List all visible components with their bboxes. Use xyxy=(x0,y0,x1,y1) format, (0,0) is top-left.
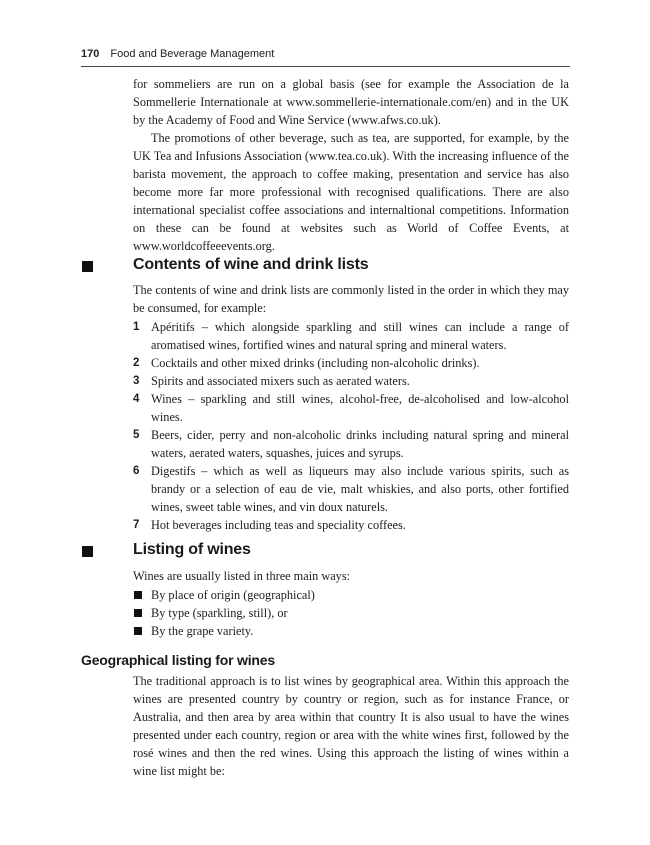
list-item xyxy=(133,426,569,462)
bullet-text: By the grape variety. xyxy=(151,624,254,638)
subsection-paragraph: The traditional approach is to list wines by geographical area. Within this approach the wines are presented country by country or region, such as for instance France, or Australia, and then area by area within that country It is also usual to have the wines presented under each country, region or area with the white wines first, followed by the rosé wines and then the red wines. Using this approach the listing of wines within a wine list might be: xyxy=(133,674,569,778)
bullet-text: By place of origin (geographical) xyxy=(151,588,315,602)
list-item xyxy=(133,354,569,372)
list-item-text: Apéritifs – which alongside sparkling and still wines can include a range of aromatised wines, fortified wines and natural spring and mineral waters. xyxy=(151,320,569,352)
list-number: 2 xyxy=(133,357,140,369)
list-item xyxy=(133,390,569,426)
section-marker xyxy=(82,546,93,557)
list-item xyxy=(133,516,569,534)
intro-paragraph-1: for sommeliers are run on a global basis (see for example the Association de la Sommellerie Internationale at www.sommellerie-internationale.com/en) and in the UK by the Academy of Food and Wine Service (www.afws.co.uk). xyxy=(133,77,569,127)
list-number: 3 xyxy=(133,375,140,387)
list-number: 7 xyxy=(133,519,140,531)
section-intro-contents: The contents of wine and drink lists are commonly listed in the order in which they may be consumed, for example: xyxy=(133,283,569,315)
running-title: Food and Beverage Management xyxy=(110,48,275,60)
list-number: 1 xyxy=(133,321,140,333)
running-header xyxy=(81,48,274,60)
bullet-text: By type (sparkling, still), or xyxy=(151,606,288,620)
header-rule xyxy=(81,66,570,67)
bullet-square xyxy=(134,609,142,617)
bullet-item xyxy=(133,604,569,622)
section-heading-contents: Contents of wine and drink lists xyxy=(133,256,369,273)
list-item-text: Hot beverages including teas and speciality coffees. xyxy=(151,518,406,532)
intro-paragraph-2: The promotions of other beverage, such as tea, are supported, for example, by the UK Tea and Infusions Association (www.tea.co.uk). With the increasing influence of the barista movement, the approach to coffee making, presentation and service has also become more far more professional with recognised qualifications. There are also international specialist coffee associations and internaltional competitions. Information on these can be found at websites such as World of Coffee Events, at www.worldcoffeeevents.org. xyxy=(133,131,569,253)
list-item xyxy=(133,372,569,390)
bullet-item xyxy=(133,586,569,604)
section-intro-listing: Wines are usually listed in three main ways: xyxy=(133,569,351,583)
section-marker xyxy=(82,261,93,272)
bullet-square xyxy=(134,591,142,599)
list-item xyxy=(133,318,569,354)
page-number: 170 xyxy=(81,48,100,60)
list-item-text: Cocktails and other mixed drinks (including non-alcoholic drinks). xyxy=(151,356,480,370)
list-item-text: Beers, cider, perry and non-alcoholic drinks including natural spring and mineral waters, aerated waters, squashes, juices and syrups. xyxy=(151,428,569,460)
list-item xyxy=(133,462,569,516)
list-item-text: Spirits and associated mixers such as aerated waters. xyxy=(151,374,410,388)
section-heading-listing: Listing of wines xyxy=(133,541,251,558)
list-item-text: Wines – sparkling and still wines, alcohol-free, de-alcoholised and low-alcohol wines. xyxy=(151,392,569,424)
bullet-square xyxy=(134,627,142,635)
drink-list-order xyxy=(133,318,569,534)
subsection-heading: Geographical listing for wines xyxy=(81,652,275,668)
list-number: 4 xyxy=(133,393,140,405)
list-number: 6 xyxy=(133,465,140,477)
bullet-item xyxy=(133,622,569,640)
listing-methods xyxy=(133,586,569,640)
list-item-text: Digestifs – which as well as liqueurs may also include various spirits, such as brandy or a selection of eau de vie, malt whiskies, and also ports, other fortified wines, sweet table wines, and vin doux naturels. xyxy=(151,464,569,514)
list-number: 5 xyxy=(133,429,140,441)
